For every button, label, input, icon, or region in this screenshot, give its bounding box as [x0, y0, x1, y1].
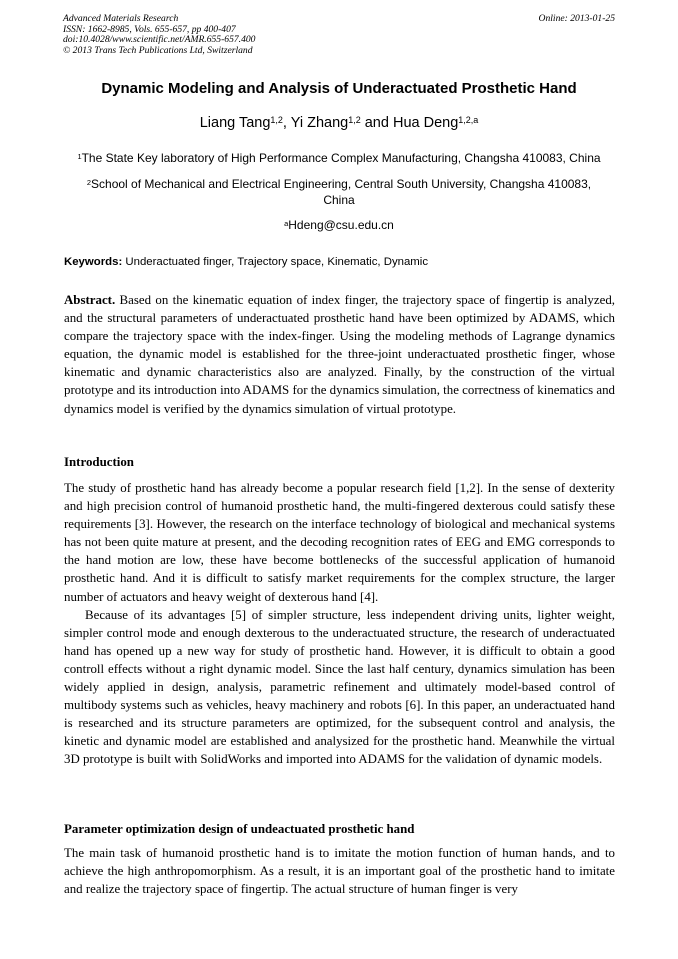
author-affiliation-sup: 1,2 — [270, 114, 283, 125]
section-heading-parameter-optimization: Parameter optimization design of undeactuated prosthetic hand — [64, 822, 415, 836]
author-list — [40, 115, 638, 131]
journal-header — [63, 14, 615, 56]
online-date: Online: 2013-01-25 — [538, 13, 615, 24]
issn-line: ISSN: 1662-8985, Vols. 655-657, pp 400-407 — [63, 23, 236, 35]
affiliation-sup: 1 — [77, 151, 82, 161]
keywords — [64, 256, 616, 268]
affiliation-2 — [40, 177, 638, 191]
author-affiliation-sup: 1,2 — [348, 114, 361, 125]
author-name: Hua Deng — [392, 115, 459, 131]
paragraph: Because of its advantages [5] of simpler structure, less independent driving units, lighter weight, simpler control mode and enough dexterous to the underactuated structure, the research of underactuated hand has opened up a new way for study of prosthetic hand. However, it is difficult to obtain a good controll effects without a right dynamic model. Since the last half century, dynamics simulation has been widely applied in design, analysis, parametric refinement and ultimately model-based control of multibody systems such as vehicles, heavy machinery and robots [6]. In this paper, an underactuated hand is researched and its structure parameters are optimized, for the subsequent control and analysis, the kinetic and dynamic model are established and analysized for the prosthetic hand. Meanwhile the virtual 3D prototype is built with SolidWorks and imported into ADAMS for the validation of dynamic models. — [64, 607, 615, 767]
email-link[interactable]: Hdeng@csu.edu.cn — [288, 218, 394, 232]
author-affiliation-sup: 1,2,a — [458, 114, 479, 125]
author-name: Yi Zhang — [290, 115, 349, 131]
abstract-label: Abstract. — [64, 293, 116, 307]
journal-name: Advanced Materials Research — [63, 13, 179, 24]
copyright-line: © 2013 Trans Tech Publications Ltd, Switzerland — [63, 44, 253, 56]
author-name: Liang Tang — [199, 115, 271, 131]
affiliation-1 — [40, 151, 638, 165]
author-separator: , — [282, 115, 291, 131]
paragraph: The study of prosthetic hand has already become a popular research field [1,2]. In the sense of dexterity and high precision control of humanoid prosthetic hand, the multi-fingered dexterous could satisfy these requirements [3]. However, the research on the interface technology of biological and mechanical systems has not been quite mature at present, and the decoding recognition rates of EEG and EMG corresponds to the hand motion are low, these have become bottlenecks of the successful application of humanoid prosthetic hand. And it is difficult to satisfy market requirements for the complex structure, the larger number of actuators and heavy weight of dexterous hand [4]. — [64, 481, 615, 604]
paper-title: Dynamic Modeling and Analysis of Underactuated Prosthetic Hand — [101, 80, 577, 97]
paragraph: The main task of humanoid prosthetic hand is to imitate the motion function of human hands, and to achieve the high anthropomorphism. As a result, it is an important goal of the prosthetic hand to imitate and realize the trajectory space of fingertip. The actual structure of human finger is very — [64, 846, 615, 897]
affiliation-2-continued — [40, 193, 638, 207]
keywords-label: Keywords: — [64, 256, 123, 268]
author-separator: and — [360, 115, 393, 131]
affiliation-text: The State Key laboratory of High Performance Complex Manufacturing, Changsha 410083, China — [81, 151, 601, 165]
introduction-body — [64, 479, 615, 769]
affiliation-text: China — [323, 193, 355, 207]
keywords-text: Underactuated finger, Trajectory space, Kinematic, Dynamic — [122, 256, 429, 268]
section2-body — [64, 844, 615, 898]
section-heading-introduction: Introduction — [64, 455, 134, 469]
affiliation-sup: 2 — [86, 177, 92, 187]
doi-line: doi:10.4028/www.scientific.net/AMR.655-657.400 — [63, 34, 256, 46]
corresponding-email — [40, 218, 638, 232]
email-sup: a — [284, 218, 289, 228]
abstract — [64, 291, 615, 418]
affiliation-text: School of Mechanical and Electrical Engineering, Central South University, Changsha 410083, — [91, 177, 592, 191]
abstract-text: Based on the kinematic equation of index finger, the trajectory space of fingertip is analyzed, and the structural parameters of underactuated prosthetic hand have been optimized by ADAMS, which compare the trajectory space with the index-finger. Using the modeling methods of Lagrange dynamics equation, the dynamic model is established for the three-joint underactuated prosthetic finger, whose kinematic and dynamic characteristics also are analyzed. Finally, by the construction of the virtual prototype and its introduction into ADAMS for the dynamics simulation, the correctness of kinematics and dynamics model is verified by the dynamics simulation of virtual prototype. — [64, 293, 615, 416]
